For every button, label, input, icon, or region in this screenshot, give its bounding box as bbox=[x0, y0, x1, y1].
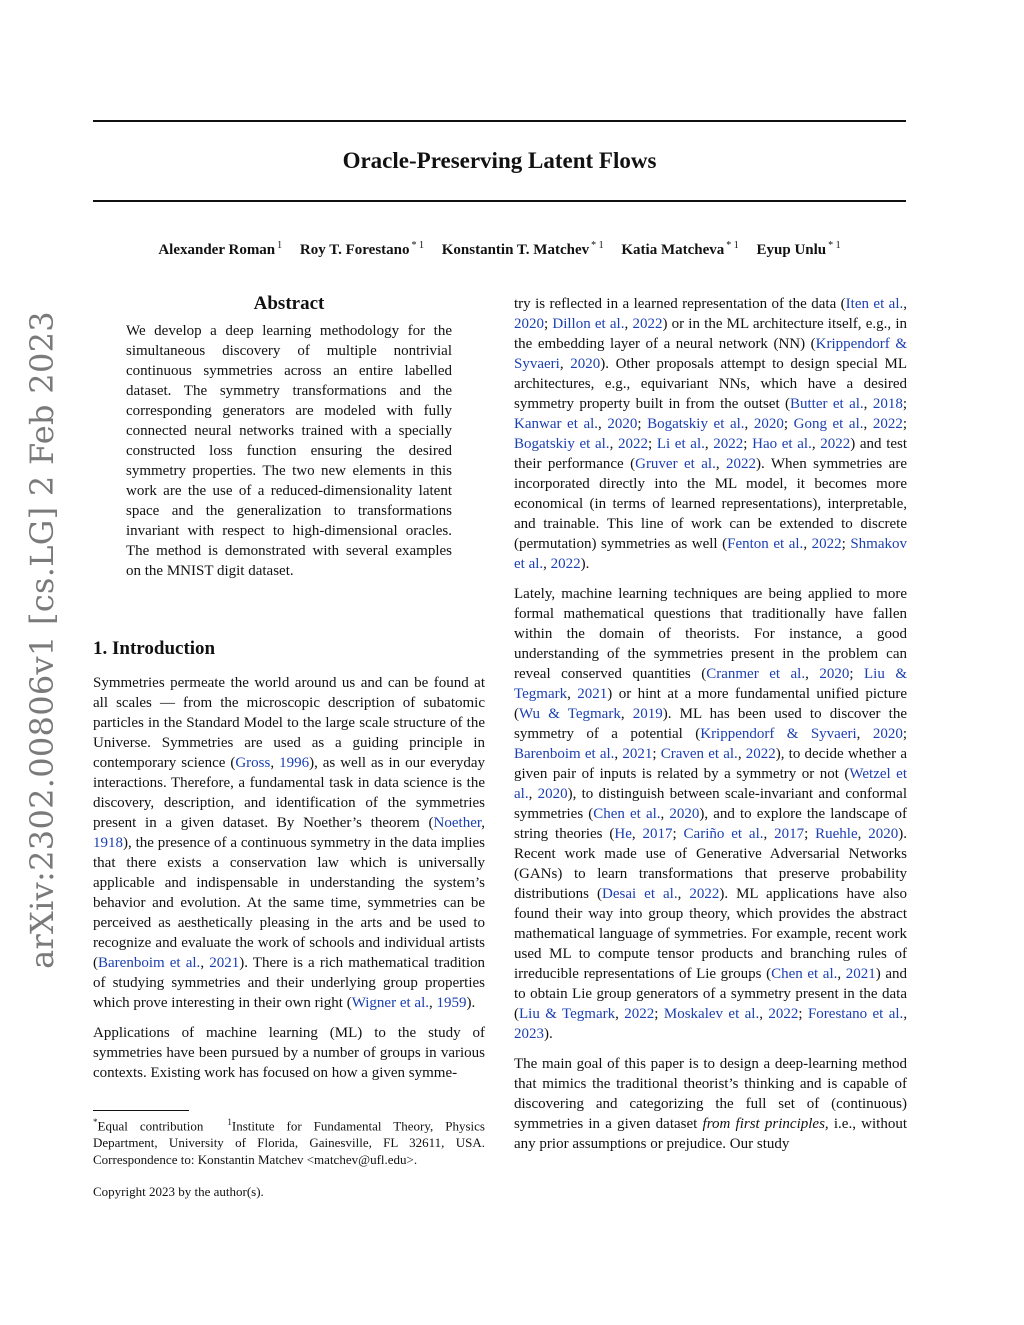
author: Alexander Roman $^1$ bbox=[158, 240, 283, 258]
paragraph-text: , bbox=[803, 536, 812, 552]
paragraph-text: ). ML applications have also found their way into group theory, which provides the abstract mathematical language of symmetries. For example, recent work used ML to compute tensor products and branching rules of irreducible representations of Lie groups ( bbox=[514, 886, 907, 982]
citation-link[interactable]: 2022 bbox=[872, 416, 903, 432]
paragraph-text: , bbox=[763, 826, 775, 842]
paragraph-text: , bbox=[677, 886, 690, 902]
intro-paragraph-4 bbox=[514, 584, 907, 1044]
citation-link[interactable]: 2020 bbox=[607, 416, 638, 432]
paragraph-text: ). bbox=[580, 556, 590, 572]
paragraph-text: , bbox=[200, 955, 210, 971]
citation-link[interactable]: 2023 bbox=[514, 1026, 544, 1042]
citation-link[interactable]: Wetzel et al. bbox=[514, 766, 907, 802]
citation-link[interactable]: 2020 bbox=[570, 356, 601, 372]
citation-link[interactable]: 2022 bbox=[550, 556, 581, 572]
citation-link[interactable]: Noether bbox=[433, 815, 482, 831]
paragraph-text: ; bbox=[743, 436, 753, 452]
arxiv-id: arXiv:2302.00806v1 [cs.LG] 2 Feb 2023 bbox=[23, 311, 61, 969]
copyright-notice: Copyright 2023 by the author(s). bbox=[93, 1184, 264, 1199]
paragraph-text: , bbox=[543, 556, 551, 572]
paragraph-text: , bbox=[857, 826, 869, 842]
paragraph-text: ; bbox=[798, 1006, 808, 1022]
left-column bbox=[93, 673, 485, 1093]
citation-link[interactable]: 2019 bbox=[632, 706, 663, 722]
paragraph-text: ; bbox=[544, 316, 553, 332]
citation-link[interactable]: Wu & Tegmark bbox=[519, 706, 621, 722]
paragraph-text: ). Other proposals attempt to design special ML architectures, e.g., equivariant NNs, which have a desired symmetry property built in from the outset ( bbox=[514, 356, 908, 412]
paragraph-text: ). When symmetries are incorporated directly into the ML model, it becomes more economical (in terms of learned representations), interpretable, and trainable. This line of work can be extended to discrete (permutation) symmetries as well ( bbox=[514, 456, 907, 552]
citation-link[interactable]: Desai et al. bbox=[602, 886, 678, 902]
paragraph-text: , bbox=[903, 296, 907, 312]
title-rule-bottom bbox=[93, 200, 906, 202]
citation-link[interactable]: Cranmer et al. bbox=[706, 666, 806, 682]
paragraph-text: , bbox=[598, 416, 608, 432]
paragraph-text: , bbox=[863, 416, 873, 432]
paragraph-text: ), as well as in our everyday interactions. Therefore, a fundamental task in data science is the discovery, description, and identification of the symmetries present in a given dataset. By Noether’s theorem ( bbox=[93, 755, 485, 831]
citation-link[interactable]: Craven et al. bbox=[660, 746, 738, 762]
citation-link[interactable]: 2022 bbox=[624, 1006, 655, 1022]
citation-link[interactable]: 2021 bbox=[209, 955, 240, 971]
citation-link[interactable]: 2022 bbox=[617, 436, 648, 452]
citation-link[interactable]: Butter et al. bbox=[790, 396, 864, 412]
citation-link[interactable]: 2020 bbox=[669, 806, 700, 822]
paragraph-text: ). Recent work made use of Generative Adversarial Networks (GANs) to learn transformations that preserve probability distributions ( bbox=[514, 826, 908, 902]
citation-link[interactable]: Kanwar et al. bbox=[514, 416, 599, 432]
paragraph-text: ; bbox=[804, 826, 816, 842]
citation-link[interactable]: 2020 bbox=[514, 316, 544, 332]
citation-link[interactable]: 2022 bbox=[726, 456, 756, 472]
paragraph-text: Lately, machine learning techniques are being applied to more formal mathematical questions that traditionally have fallen within the domain of theorists. For instance, a good understanding of the symmetries present in the problem can reveal conserved quantities ( bbox=[514, 586, 907, 682]
paragraph-text: , bbox=[737, 746, 746, 762]
citation-link[interactable]: Dillon et al. bbox=[552, 316, 625, 332]
citation-link[interactable]: Bogatskiy et al. bbox=[647, 416, 745, 432]
author: Roy T. Forestano $^{* 1}$ bbox=[299, 240, 424, 258]
paragraph-text: , bbox=[609, 436, 618, 452]
paragraph-text: ) or hint at a more fundamental unified picture ( bbox=[514, 686, 907, 722]
paragraph-text: ) and test their performance ( bbox=[514, 436, 908, 472]
citation-link[interactable]: 2021 bbox=[845, 966, 876, 982]
paragraph-text: , bbox=[481, 815, 485, 831]
paragraph-text: ). bbox=[544, 1026, 553, 1042]
paper-title: Oracle-Preserving Latent Flows bbox=[342, 148, 657, 173]
citation-link[interactable]: 2022 bbox=[820, 436, 851, 452]
paragraph-text: ), to decide whether a given pair of inputs is related by a symmetry or not ( bbox=[514, 746, 908, 782]
paragraph-text: , bbox=[805, 666, 820, 682]
paragraph-text: , bbox=[567, 686, 578, 702]
citation-link[interactable]: Krippendorf & Syvaeri bbox=[514, 336, 907, 372]
intro-paragraph-1 bbox=[93, 673, 485, 1013]
paragraph-text: , bbox=[856, 726, 873, 742]
paragraph-text: ), and to explore the landscape of string theories ( bbox=[514, 806, 907, 842]
author: Eyup Unlu $^{* 1}$ bbox=[756, 240, 841, 258]
citation-link[interactable]: 2020 bbox=[819, 666, 850, 682]
paragraph-text: ; bbox=[841, 536, 851, 552]
citation-link[interactable]: 2020 bbox=[753, 416, 784, 432]
paragraph-text: , bbox=[715, 456, 726, 472]
title-rule-top bbox=[93, 120, 906, 122]
citation-link[interactable]: Barenboim et al. bbox=[514, 746, 615, 762]
citation-link[interactable]: 2017 bbox=[642, 826, 673, 842]
citation-link[interactable]: Barenboim et al. bbox=[98, 955, 201, 971]
paragraph-text: , bbox=[631, 826, 643, 842]
citation-link[interactable]: Wigner et al. bbox=[351, 995, 429, 1011]
paragraph-text: , bbox=[528, 786, 538, 802]
paragraph-text: , bbox=[559, 356, 571, 372]
citation-link[interactable]: Chen et al. bbox=[593, 806, 661, 822]
intro-paragraph-2: Applications of machine learning (ML) to the study of symmetries have been pursued by a number of groups in various contexts. Existing work has focused on how a given symme- bbox=[93, 1025, 485, 1081]
intro-paragraph-3 bbox=[514, 294, 907, 574]
citation-link[interactable]: Hao et al. bbox=[752, 436, 812, 452]
paragraph-text: ) or in the ML architecture itself, e.g., in the embedding layer of a neural network (NN) ( bbox=[514, 316, 907, 352]
paragraph-text: , bbox=[614, 746, 623, 762]
paragraph-text: , bbox=[270, 755, 280, 771]
paragraph-text: , bbox=[903, 1006, 908, 1022]
citation-link[interactable]: Chen et al. bbox=[771, 966, 838, 982]
citation-link[interactable]: 1959 bbox=[436, 995, 467, 1011]
paragraph-text: , bbox=[660, 806, 670, 822]
paragraph-text: ). ML has been used to discover the symmetry of a potential ( bbox=[514, 706, 907, 742]
intro-paragraph-5: The main goal of this paper is to design a deep-learning method that mimics the traditional theorist’s thinking and is capable of discovering and categorizing the full set of (continuous) symmetries in a given dataset from first principles, i.e., without any prior assumptions or prejudice. Our study bbox=[514, 1056, 908, 1152]
citation-link[interactable]: 2022 bbox=[713, 436, 744, 452]
citation-link[interactable]: 2022 bbox=[689, 886, 720, 902]
paragraph-text: ; bbox=[652, 746, 661, 762]
paragraph-text: ; bbox=[902, 726, 907, 742]
section-heading-introduction: 1. Introduction bbox=[93, 638, 216, 659]
citation-link[interactable]: 2021 bbox=[577, 686, 608, 702]
citation-link[interactable]: 2020 bbox=[537, 786, 568, 802]
citation-link[interactable]: Krippendorf & Syvaeri bbox=[700, 726, 857, 742]
citation-link[interactable]: 2021 bbox=[622, 746, 653, 762]
citation-link[interactable]: 2022 bbox=[768, 1006, 799, 1022]
paragraph-text: , bbox=[428, 995, 437, 1011]
paragraph-text: , bbox=[744, 416, 754, 432]
author-list bbox=[93, 236, 906, 260]
footnote: *Equal contribution $^1$Institute for Fundamental Theory, Physics Department, University of Florida, Gainesville, FL 32611, USA. Correspondence to: Konstantin Matchev <matchev@ufl.edu>. bbox=[93, 1117, 485, 1168]
paragraph-text: , bbox=[759, 1006, 769, 1022]
paragraph-text: Symmetries permeate the world around us and can be found at all scales — from the microscopic description of subatomic particles in the Standard Model to the large scale structure of the Universe. Symmetries are used as a guiding principle in contemporary science ( bbox=[93, 675, 485, 771]
paragraph-text: ; bbox=[783, 416, 794, 432]
paragraph-text: , bbox=[863, 396, 873, 412]
citation-link[interactable]: Li et al. bbox=[656, 436, 705, 452]
citation-link[interactable]: Gong et al. bbox=[793, 416, 864, 432]
citation-link[interactable]: Cariño et al. bbox=[683, 826, 764, 842]
abstract-heading: Abstract bbox=[253, 293, 325, 314]
paragraph-text: , bbox=[615, 1006, 625, 1022]
citation-link[interactable]: 2017 bbox=[774, 826, 805, 842]
paragraph-text: ). bbox=[466, 995, 476, 1011]
citation-link[interactable]: Iten et al. bbox=[845, 296, 904, 312]
citation-link[interactable]: 2022 bbox=[811, 536, 842, 552]
citation-link[interactable]: Bogatskiy et al. bbox=[514, 436, 610, 452]
paragraph-text: ; bbox=[902, 416, 907, 432]
paragraph-text: ) and to obtain Lie group generators of a symmetry present in the data ( bbox=[514, 966, 908, 1022]
paragraph-text: ). There is a rich mathematical tradition of studying symmetries and their underlying group properties which prove interesting in their own right ( bbox=[93, 955, 486, 1011]
citation-link[interactable]: 1996 bbox=[279, 755, 310, 771]
citation-link[interactable]: 2018 bbox=[872, 396, 903, 412]
paragraph-text: ; bbox=[647, 436, 657, 452]
citation-link[interactable]: Fenton et al. bbox=[727, 536, 804, 552]
citation-link[interactable]: Gross bbox=[235, 755, 271, 771]
citation-link[interactable]: 1918 bbox=[93, 835, 123, 851]
citation-link[interactable]: 2020 bbox=[868, 826, 899, 842]
author: Konstantin T. Matchev $^{* 1}$ bbox=[441, 240, 604, 258]
citation-link[interactable]: Ruehle bbox=[815, 826, 858, 842]
citation-link[interactable]: He bbox=[614, 826, 632, 842]
abstract-text: We develop a deep learning methodology for the simultaneous discovery of multiple nontrivial continuous symmetries across an entire labelled dataset. The symmetry transformations and the corresponding generators are modeled with fully connected neural networks trained with a specially constructed loss function ensuring the desired symmetry properties. The two new elements in this work are the use of a reduced-dimensionality latent space and the generalization to transformations invariant with respect to high-dimensional oracles. The method is demonstrated with several examples on the MNIST digit dataset. bbox=[126, 323, 452, 579]
author: Katia Matcheva $^{* 1}$ bbox=[621, 240, 739, 258]
citation-link[interactable]: Liu & Tegmark bbox=[514, 666, 908, 702]
paragraph-text: ; bbox=[849, 666, 865, 682]
paragraph-text: ), to distinguish between scale-invariant and conformal symmetries ( bbox=[514, 786, 907, 822]
footnote-rule bbox=[93, 1110, 189, 1111]
citation-link[interactable]: 2022 bbox=[745, 746, 776, 762]
paragraph-text: , bbox=[811, 436, 821, 452]
paragraph-text: , bbox=[624, 316, 633, 332]
paragraph-text: ; bbox=[654, 1006, 664, 1022]
paragraph-text: , bbox=[704, 436, 714, 452]
paragraph-text: ; bbox=[672, 826, 684, 842]
citation-link[interactable]: Forestano et al. bbox=[807, 1006, 904, 1022]
right-column bbox=[514, 294, 907, 1164]
paragraph-text: ; bbox=[637, 416, 648, 432]
paragraph-text: ), the presence of a continuous symmetry in the data implies that there exists a conservation law which is universally applicable and indispensable in understanding the system’s behavior and evolution. At the same time, symmetries can be perceived as aesthetically pleasing in the arts and be used to recognize and evaluate the work of schools and individual artists ( bbox=[93, 835, 485, 971]
citation-link[interactable]: Gruver et al. bbox=[635, 456, 716, 472]
citation-link[interactable]: Liu & Tegmark bbox=[519, 1006, 616, 1022]
citation-link[interactable]: Moskalev et al. bbox=[663, 1006, 760, 1022]
paragraph-text: try is reflected in a learned representation of the data ( bbox=[514, 296, 846, 312]
citation-link[interactable]: Shmakov et al. bbox=[514, 536, 907, 572]
citation-link[interactable]: 2022 bbox=[632, 316, 663, 332]
paragraph-text: , bbox=[620, 706, 633, 722]
paragraph-text: , bbox=[837, 966, 846, 982]
paragraph-text: ; bbox=[902, 396, 907, 412]
citation-link[interactable]: 2020 bbox=[872, 726, 903, 742]
